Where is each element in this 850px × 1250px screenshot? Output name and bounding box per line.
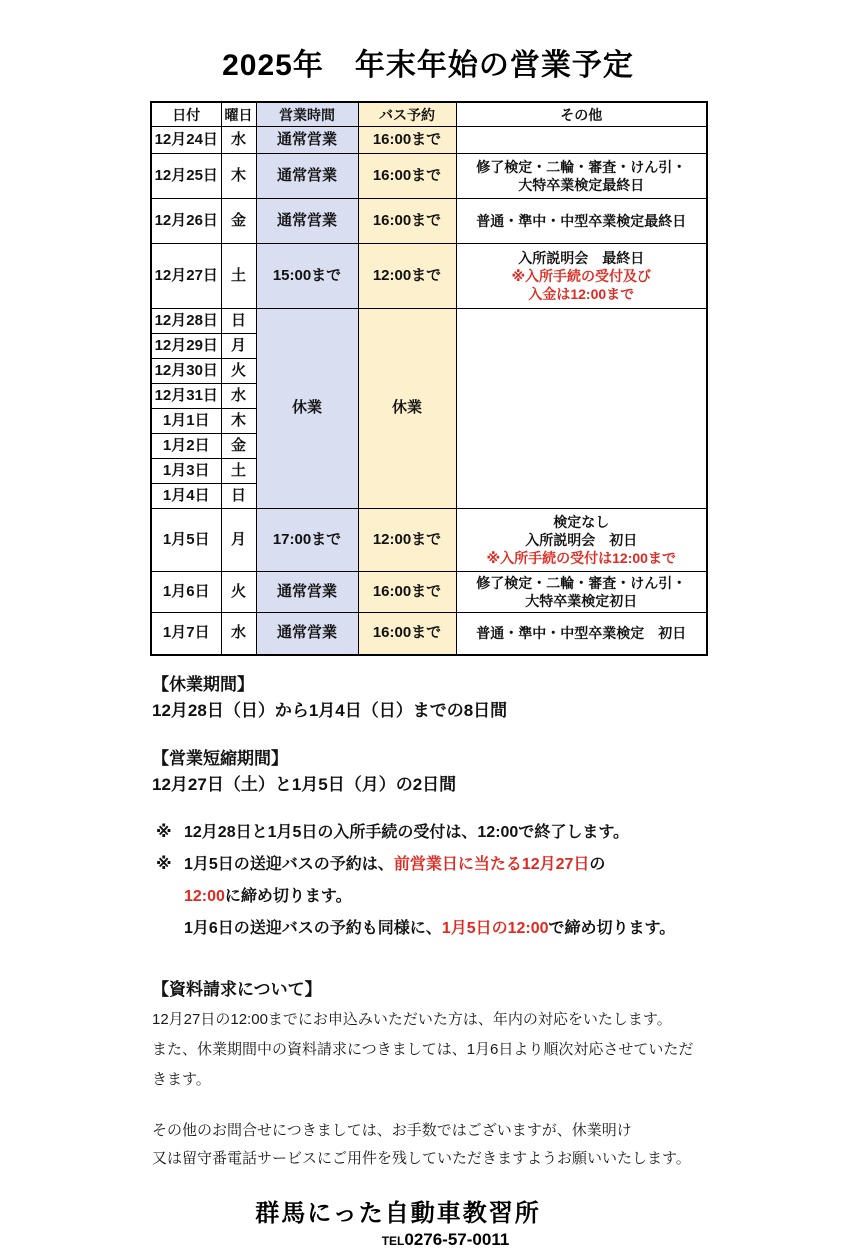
phone-number	[215, 1230, 676, 1250]
table-row-dec26	[151, 199, 707, 244]
cell-date: 1月4日	[151, 484, 221, 509]
other-line: 検定なし	[553, 513, 610, 530]
cell-date: 12月28日	[151, 309, 221, 334]
note-item-2	[156, 852, 706, 877]
cell-other	[456, 244, 707, 309]
other-line: 入所説明会 最終日	[518, 249, 645, 266]
cell-other	[456, 154, 707, 199]
schedule-table	[150, 101, 708, 656]
cell-other	[456, 199, 707, 244]
note-red-text: 12:00	[184, 887, 225, 905]
footer	[120, 1193, 676, 1250]
other-line: ※入所手続の受付及び	[511, 267, 652, 284]
cell-day: 火	[221, 572, 256, 613]
cell-date: 1月1日	[151, 409, 221, 434]
other-line: 修了検定・二輪・審査・けん引・	[476, 158, 687, 175]
note-item-2-line-3: 1月6日の送迎バスの予約も同様に、1月5日の12:00で締め切ります。	[184, 919, 676, 937]
table-row-jan6	[151, 572, 707, 613]
cell-bus: 16:00まで	[358, 154, 456, 199]
other-line: ※入所手続の受付は12:00まで	[486, 550, 676, 567]
closing-paragraph	[152, 1117, 706, 1173]
notice-page	[0, 40, 850, 1249]
cell-bus: 16:00まで	[358, 572, 456, 613]
cell-date: 1月5日	[151, 509, 221, 572]
document-request-line-2: また、休業期間中の資料請求につきましては、1月6日より順次対応させていただきます。	[152, 1040, 694, 1088]
cell-hours: 通常営業	[256, 154, 358, 199]
shortened-period-heading: 【営業短縮期間】	[152, 748, 288, 768]
cell-day: 日	[221, 309, 256, 334]
note-text: 12月28日と1月5日の入所手続の受付は、12:00で終了します。	[184, 823, 630, 841]
note-text: 1月5日の送迎バスの予約は、前営業日に当たる12月27日の	[184, 855, 606, 873]
closure-period-body: 12月28日（日）から1月4日（日）までの8日間	[152, 700, 508, 720]
cell-day: 土	[221, 244, 256, 309]
cell-date: 12月26日	[151, 199, 221, 244]
page-title: 2025年 年末年始の営業予定	[222, 49, 634, 82]
cell-other	[456, 613, 707, 655]
note-marker: ※	[156, 855, 172, 873]
cell-bus: 12:00まで	[358, 509, 456, 572]
other-line: 普通・準中・中型卒業検定 初日	[476, 625, 687, 642]
cell-bus: 16:00まで	[358, 613, 456, 655]
cell-date: 12月31日	[151, 384, 221, 409]
cell-date: 1月2日	[151, 434, 221, 459]
closure-period-heading: 【休業期間】	[152, 674, 254, 694]
other-line: 入所説明会 初日	[525, 531, 638, 548]
closing-line-1: その他のお問合せにつきましては、お手数ではございますが、休業明け	[152, 1121, 632, 1139]
table-row-dec24	[151, 127, 707, 154]
cell-day: 日	[221, 484, 256, 509]
cell-hours: 通常営業	[256, 199, 358, 244]
company-name: 群馬にった自動車教習所	[255, 1199, 541, 1227]
cell-other	[456, 509, 707, 572]
header-date: 日付	[151, 102, 221, 127]
document-request-line-1: 12月27日の12:00までにお申込みいただいた方は、年内の対応をいたします。	[152, 1010, 672, 1028]
table-row-dec27	[151, 244, 707, 309]
header-other: その他	[456, 102, 707, 127]
tel-label: TEL	[381, 1233, 405, 1248]
table-row-jan7	[151, 613, 707, 655]
cell-bus-closed: 休業	[358, 309, 456, 509]
header-bus: バス予約	[358, 102, 456, 127]
document-request-heading: 【資料請求について】	[152, 979, 322, 999]
cell-date: 12月29日	[151, 334, 221, 359]
cell-day: 金	[221, 434, 256, 459]
cell-date: 12月30日	[151, 359, 221, 384]
cell-day: 木	[221, 154, 256, 199]
cell-day: 水	[221, 613, 256, 655]
cell-date: 12月27日	[151, 244, 221, 309]
header-day: 曜日	[221, 102, 256, 127]
other-line: 大特卒業検定最終日	[518, 177, 645, 193]
cell-day: 水	[221, 384, 256, 409]
table-row-dec28	[151, 309, 707, 334]
cell-bus: 16:00まで	[358, 127, 456, 154]
cell-hours: 通常営業	[256, 613, 358, 655]
cell-hours: 通常営業	[256, 127, 358, 154]
cell-day: 月	[221, 334, 256, 359]
cell-bus: 12:00まで	[358, 244, 456, 309]
note-marker: ※	[156, 823, 172, 841]
note-red-text: 前営業日に当たる12月27日	[393, 855, 590, 873]
other-line: 大特卒業検定初日	[525, 593, 638, 609]
cell-hours: 通常営業	[256, 572, 358, 613]
table-row-jan5	[151, 509, 707, 572]
table-header-row	[151, 102, 707, 127]
cell-date: 1月6日	[151, 572, 221, 613]
other-line: 修了検定・二輪・審査・けん引・	[476, 574, 687, 591]
document-request-section	[152, 975, 706, 1095]
cell-day: 木	[221, 409, 256, 434]
other-line: 普通・準中・中型卒業検定最終日	[476, 212, 687, 229]
closure-period-section	[152, 672, 706, 724]
content-area	[150, 40, 706, 1173]
note-item-1	[156, 820, 706, 845]
cell-other-closed	[456, 309, 707, 509]
notes-list	[156, 820, 706, 941]
cell-hours: 17:00まで	[256, 509, 358, 572]
cell-date: 12月25日	[151, 154, 221, 199]
header-hours: 営業時間	[256, 102, 358, 127]
cell-hours-closed: 休業	[256, 309, 358, 509]
shortened-period-section	[152, 746, 706, 798]
cell-other	[456, 127, 707, 154]
shortened-period-body: 12月27日（土）と1月5日（月）の2日間	[152, 774, 457, 794]
cell-other	[456, 572, 707, 613]
cell-bus: 16:00まで	[358, 199, 456, 244]
closing-line-2: 又は留守番電話サービスにご用件を残していただきますようお願いいたします。	[152, 1149, 691, 1167]
other-line: 入金は12:00まで	[528, 286, 635, 303]
cell-day: 金	[221, 199, 256, 244]
table-row-dec25	[151, 154, 707, 199]
cell-day: 月	[221, 509, 256, 572]
note-item-2-line-2: 12:00に締め切ります。	[184, 887, 352, 905]
cell-day: 土	[221, 459, 256, 484]
cell-date: 1月7日	[151, 613, 221, 655]
cell-hours: 15:00まで	[256, 244, 358, 309]
cell-date: 12月24日	[151, 127, 221, 154]
tel-digits: 0276-57-0011	[404, 1229, 510, 1249]
cell-day: 水	[221, 127, 256, 154]
note-red-text: 1月5日の12:00	[441, 919, 549, 937]
cell-date: 1月3日	[151, 459, 221, 484]
cell-day: 火	[221, 359, 256, 384]
